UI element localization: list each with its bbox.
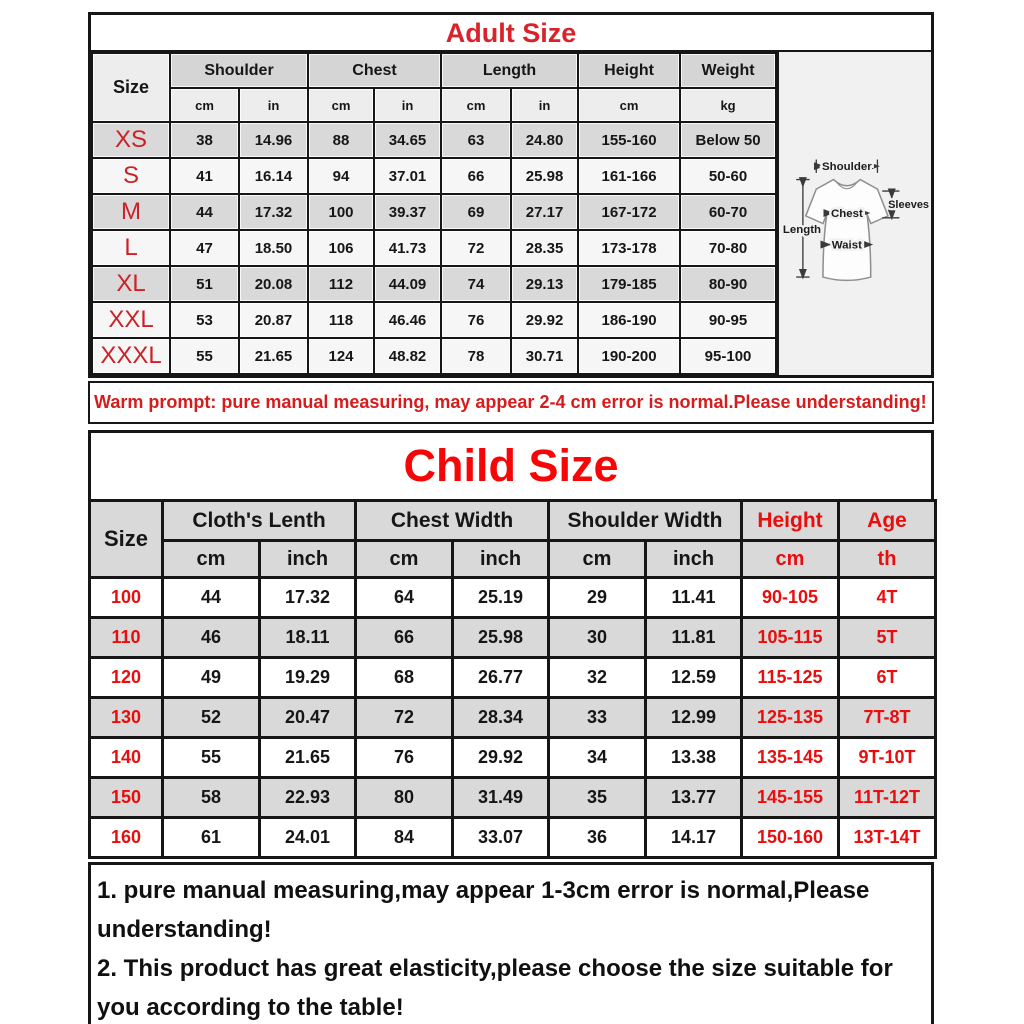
adult-row-size: XXXL [92,338,170,374]
adult-table-row [92,194,776,230]
child-cell-height: 150-160 [742,818,839,858]
chest-label: Chest [830,207,863,220]
adult-cell: 155-160 [578,122,680,158]
adult-cell: 51 [170,266,239,302]
child-cell: 11.81 [646,618,742,658]
adult-row-size: S [92,158,170,194]
adult-col-1: Chest [308,53,441,88]
adult-size-section [88,12,934,378]
child-cell: 44 [163,578,260,618]
adult-size-body [91,52,931,375]
adult-cell: 21.65 [239,338,308,374]
child-cell: 29.92 [453,738,549,778]
adult-cell: 88 [308,122,374,158]
adult-cell: 70-80 [680,230,776,266]
adult-col-size: Size [92,53,170,122]
adult-cell: 112 [308,266,374,302]
child-cell-height: 90-105 [742,578,839,618]
adult-cell: 179-185 [578,266,680,302]
child-cell: 25.98 [453,618,549,658]
child-col-3: Height [742,501,839,541]
adult-row-size: XS [92,122,170,158]
adult-cell: 186-190 [578,302,680,338]
child-cell: 14.17 [646,818,742,858]
notes-box [88,862,934,1024]
adult-cell: 74 [441,266,511,302]
child-cell: 84 [356,818,453,858]
adult-table-row [92,122,776,158]
adult-cell: Below 50 [680,122,776,158]
adult-cell: 38 [170,122,239,158]
adult-cell: 66 [441,158,511,194]
child-cell-age: 6T [839,658,936,698]
child-cell-age: 7T-8T [839,698,936,738]
adult-unit: cm [441,88,511,122]
child-cell: 12.99 [646,698,742,738]
adult-unit: cm [170,88,239,122]
waist-label: Waist [831,239,862,252]
child-col-1: Chest Width [356,501,549,541]
child-unit: cm [742,541,839,578]
adult-cell: 53 [170,302,239,338]
note-1: 1. pure manual measuring,may appear 1-3cm error is normal,Please understanding! [97,877,870,943]
adult-cell: 50-60 [680,158,776,194]
adult-cell: 29.13 [511,266,578,302]
child-unit: cm [549,541,646,578]
adult-cell: 69 [441,194,511,230]
adult-table-row [92,302,776,338]
child-col-size: Size [90,501,163,578]
child-row-size: 100 [90,578,163,618]
tshirt-diagram [777,52,931,375]
adult-col-4: Weight [680,53,776,88]
child-unit: inch [646,541,742,578]
child-cell: 35 [549,778,646,818]
length-label: Length [782,224,822,237]
child-cell: 26.77 [453,658,549,698]
child-cell-height: 145-155 [742,778,839,818]
adult-cell: 95-100 [680,338,776,374]
child-cell: 49 [163,658,260,698]
child-cell: 22.93 [260,778,356,818]
child-cell-age: 4T [839,578,936,618]
child-cell: 19.29 [260,658,356,698]
adult-cell: 106 [308,230,374,266]
adult-unit: kg [680,88,776,122]
child-cell: 12.59 [646,658,742,698]
adult-unit: in [374,88,441,122]
adult-cell: 161-166 [578,158,680,194]
child-cell: 20.47 [260,698,356,738]
child-row-size: 130 [90,698,163,738]
adult-unit: cm [308,88,374,122]
child-size-title: Child Size [88,430,934,502]
adult-cell: 14.96 [239,122,308,158]
content [88,12,934,1024]
child-cell-age: 5T [839,618,936,658]
child-cell: 34 [549,738,646,778]
child-cell: 21.65 [260,738,356,778]
note-2: 2. This product has great elasticity,please choose the size suitable for you according to the table! [97,955,893,1021]
adult-cell: 124 [308,338,374,374]
adult-cell: 47 [170,230,239,266]
adult-table-row [92,230,776,266]
adult-cell: 16.14 [239,158,308,194]
adult-cell: 167-172 [578,194,680,230]
child-table-row [90,778,936,818]
child-row-size: 120 [90,658,163,698]
adult-cell: 173-178 [578,230,680,266]
adult-col-3: Height [578,53,680,88]
child-cell: 55 [163,738,260,778]
child-unit: inch [260,541,356,578]
adult-row-size: XL [92,266,170,302]
child-cell: 28.34 [453,698,549,738]
adult-cell: 90-95 [680,302,776,338]
adult-cell: 39.37 [374,194,441,230]
adult-cell: 20.08 [239,266,308,302]
adult-cell: 63 [441,122,511,158]
child-cell: 25.19 [453,578,549,618]
child-cell: 46 [163,618,260,658]
child-size-table [88,499,937,859]
child-table-row [90,578,936,618]
adult-cell: 18.50 [239,230,308,266]
child-cell: 32 [549,658,646,698]
child-cell: 24.01 [260,818,356,858]
adult-cell: 41 [170,158,239,194]
child-cell: 64 [356,578,453,618]
tshirt-diagram-svg [779,52,931,375]
child-table-row [90,658,936,698]
child-table-row [90,738,936,778]
child-row-size: 140 [90,738,163,778]
adult-size-table [91,52,777,375]
adult-unit: cm [578,88,680,122]
adult-cell: 44 [170,194,239,230]
child-unit: th [839,541,936,578]
adult-table-row [92,338,776,374]
child-cell: 17.32 [260,578,356,618]
adult-cell: 55 [170,338,239,374]
child-header-row [90,501,936,541]
adult-row-size: M [92,194,170,230]
child-cell: 11.41 [646,578,742,618]
adult-cell: 34.65 [374,122,441,158]
child-cell-age: 11T-12T [839,778,936,818]
child-cell: 72 [356,698,453,738]
child-cell: 58 [163,778,260,818]
child-cell: 33 [549,698,646,738]
child-unit: cm [163,541,260,578]
adult-col-2: Length [441,53,578,88]
child-cell: 30 [549,618,646,658]
child-cell: 36 [549,818,646,858]
adult-cell: 20.87 [239,302,308,338]
child-cell-age: 9T-10T [839,738,936,778]
adult-cell: 78 [441,338,511,374]
child-table-row [90,818,936,858]
adult-row-size: XXL [92,302,170,338]
child-cell: 52 [163,698,260,738]
adult-cell: 72 [441,230,511,266]
adult-unit: in [511,88,578,122]
adult-cell: 44.09 [374,266,441,302]
child-cell-height: 125-135 [742,698,839,738]
adult-size-title: Adult Size [91,15,931,52]
adult-row-size: L [92,230,170,266]
adult-cell: 100 [308,194,374,230]
adult-table-row [92,266,776,302]
child-cell: 31.49 [453,778,549,818]
adult-cell: 29.92 [511,302,578,338]
child-row-size: 160 [90,818,163,858]
sleeves-label: Sleeves [888,199,930,212]
warm-prompt: Warm prompt: pure manual measuring, may appear 2-4 cm error is normal.Please understanding! [88,381,934,424]
child-col-2: Shoulder Width [549,501,742,541]
adult-cell: 80-90 [680,266,776,302]
adult-units-row [92,88,776,122]
adult-cell: 48.82 [374,338,441,374]
child-cell: 33.07 [453,818,549,858]
child-col-4: Age [839,501,936,541]
child-row-size: 150 [90,778,163,818]
child-col-0: Cloth's Lenth [163,501,356,541]
child-cell: 80 [356,778,453,818]
adult-cell: 60-70 [680,194,776,230]
child-unit: inch [453,541,549,578]
adult-cell: 118 [308,302,374,338]
child-cell-height: 115-125 [742,658,839,698]
child-units-row [90,541,936,578]
child-cell: 66 [356,618,453,658]
adult-unit: in [239,88,308,122]
adult-cell: 190-200 [578,338,680,374]
adult-cell: 46.46 [374,302,441,338]
child-cell: 61 [163,818,260,858]
adult-header-row [92,53,776,88]
adult-cell: 27.17 [511,194,578,230]
child-table-row [90,698,936,738]
child-cell-height: 135-145 [742,738,839,778]
adult-cell: 28.35 [511,230,578,266]
adult-cell: 94 [308,158,374,194]
child-cell: 13.38 [646,738,742,778]
child-cell: 76 [356,738,453,778]
adult-col-0: Shoulder [170,53,308,88]
child-cell: 29 [549,578,646,618]
adult-cell: 25.98 [511,158,578,194]
adult-cell: 76 [441,302,511,338]
adult-cell: 24.80 [511,122,578,158]
adult-cell: 30.71 [511,338,578,374]
child-cell: 68 [356,658,453,698]
child-cell: 18.11 [260,618,356,658]
child-unit: cm [356,541,453,578]
adult-cell: 17.32 [239,194,308,230]
shoulder-label: Shoulder [822,161,872,174]
adult-table-row [92,158,776,194]
adult-cell: 37.01 [374,158,441,194]
child-cell-age: 13T-14T [839,818,936,858]
child-cell: 13.77 [646,778,742,818]
adult-cell: 41.73 [374,230,441,266]
child-table-row [90,618,936,658]
child-cell-height: 105-115 [742,618,839,658]
child-row-size: 110 [90,618,163,658]
